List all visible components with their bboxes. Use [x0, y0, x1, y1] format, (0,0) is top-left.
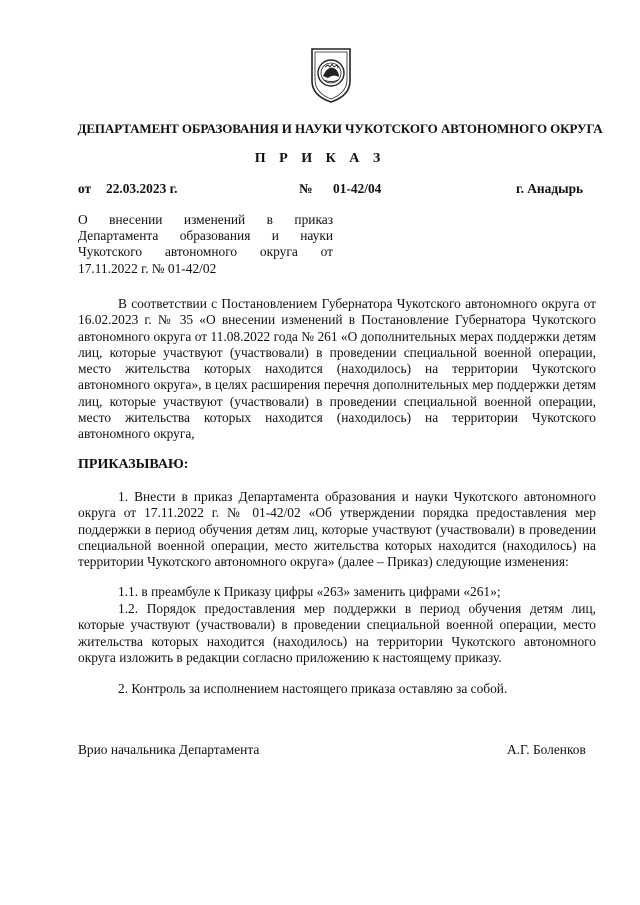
- signatory-name: А.Г. Боленков: [507, 742, 586, 757]
- coat-of-arms-icon: [306, 45, 356, 105]
- document-type-title: П Р И К А З: [254, 151, 386, 166]
- ordering-word: ПРИКАЗЫВАЮ:: [78, 457, 189, 472]
- order-subject: О внесении изменений в приказ Департамента образования и науки Чукотского автономного округа от 17.11.2022 г. № 01-42/02: [78, 212, 333, 276]
- date-prefix: от: [78, 181, 92, 196]
- item-2: 2. Контроль за исполнением настоящего приказа оставляю за собой.: [118, 681, 508, 696]
- item-1-2: 1.2. Порядок предоставления мер поддержки в период обучения детям лиц, которые участвуют (участвовали) в проведении специальной военной операции, место жительства которых находится (находилось) на территории Чукотского автономного округа изложить в редакции согласно приложению к настоящему приказу.: [78, 601, 596, 665]
- item-1-1: 1.1. в преамбуле к Приказу цифры «263» заменить цифрами «261»;: [118, 584, 501, 599]
- order-number: 01-42/04: [333, 181, 382, 196]
- preamble-paragraph: В соответствии с Постановлением Губернатора Чукотского автономного округа от 16.02.2023 г. № 35 «О внесении изменений в Постановление Губернатора Чукотского автономного округа от 11.08.2022 года № 261 «О дополнительных мерах поддержки детям лиц, которые участвуют (участвовали) в проведении специальной военной операции, место жительства которых находится (находилось) на территории Чукотского автономного округа», в целях расширения перечня дополнительных мер поддержки детям лиц, которые участвуют (участвовали) в проведении специальной военной операции, место жительства которых находится (находилось) на территории Чукотского автономного округа,: [78, 296, 596, 442]
- order-date: 22.03.2023 г.: [106, 181, 178, 196]
- department-title: ДЕПАРТАМЕНТ ОБРАЗОВАНИЯ И НАУКИ ЧУКОТСКОГО АВТОНОМНОГО ОКРУГА: [77, 121, 603, 136]
- number-sign: №: [299, 181, 313, 196]
- signatory-position: Врио начальника Департамента: [78, 742, 260, 757]
- city: г. Анадырь: [516, 181, 584, 196]
- item-1: 1. Внести в приказ Департамента образования и науки Чукотского автономного округа от 17.11.2022 г. № 01-42/02 «Об утверждении порядка предоставления мер поддержки в период обучения детям лиц, которые участвуют (участвовали) в проведении специальной военной операции, место жительства которых находится (находилось) на территории Чукотского автономного округа» (далее – Приказ) следующие изменения:: [78, 489, 596, 570]
